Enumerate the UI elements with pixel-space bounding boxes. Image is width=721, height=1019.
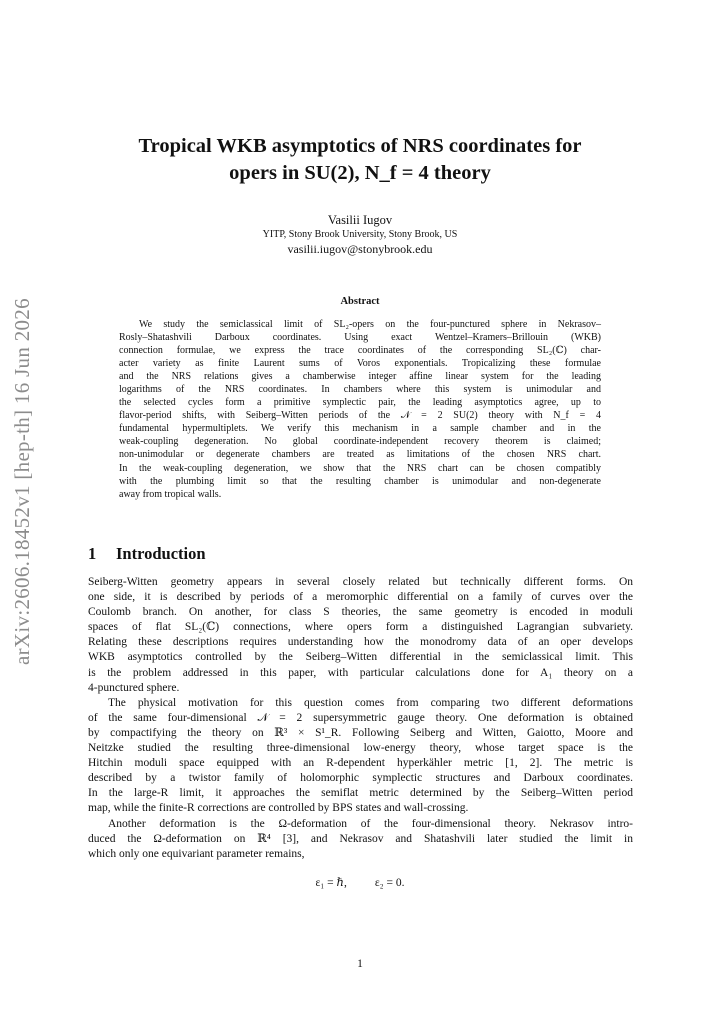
abstract-line: non-unimodular or degenerate chambers are treated as limitations of the chosen NRS chart. xyxy=(119,449,601,461)
body-line: of the same four-dimensional 𝒩 = 2 supersymmetric gauge theory. One deformation is obtained xyxy=(88,711,633,724)
body-line: described by a twistor family of holomorphic symplectic structures and Darboux coordinates. xyxy=(88,772,633,785)
body-line: spaces of flat SL₂(ℂ) connections, where opers form a distinguished Lagrangian subvariety. xyxy=(88,621,633,634)
body-line: Seiberg-Witten geometry appears in several closely related but technically different forms. On xyxy=(88,576,633,588)
body-line: is the problem addressed in this paper, with particular calculations done for A₁ theory on a xyxy=(88,666,633,679)
abstract-text xyxy=(119,318,601,501)
body-line: map, while the finite-R corrections are controlled by BPS states and wall-crossing. xyxy=(88,802,469,815)
abstract-line: We study the semiclassical limit of SL₂-opers on the four-punctured sphere in Nekrasov– xyxy=(139,319,601,330)
body-line: WKB asymptotics controlled by the Seiberg–Witten differential in the semiclassical limit. This xyxy=(88,651,633,664)
author-affiliation: YITP, Stony Brook University, Stony Brook, US xyxy=(262,229,458,240)
abstract-heading: Abstract xyxy=(340,296,380,307)
abstract-line: away from tropical walls. xyxy=(119,488,222,500)
body-line: Hitchin moduli space equipped with an R-dependent hyperkähler metric [1, 2]. The metric is xyxy=(88,757,633,770)
paper-title xyxy=(60,133,660,187)
body-line: Coulomb branch. On another, for class S theories, the same geometry is encoded in moduli xyxy=(88,606,633,619)
body-line: by compactifying the theory on ℝ³ × S¹_R. Following Seiberg and Witten, Gaiotto, Moore and xyxy=(88,726,633,739)
abstract-line: with the plumbing limit so that the resulting chamber is unimodular and non-degenerate xyxy=(119,475,601,487)
equation-right: ε₂ = 0. xyxy=(374,877,405,889)
author-name: Vasilii Iugov xyxy=(327,213,393,227)
body-line: duced the Ω-deformation on ℝ⁴ [3], and Nekrasov and Shatashvili later studied the limit in xyxy=(88,832,633,845)
author-email: vasilii.iugov@stonybrook.edu xyxy=(287,242,433,256)
body-text xyxy=(88,575,633,862)
abstract-line: acter variety as finite Laurent sums of Voros exponentials. Tropicalizing these formulae xyxy=(119,358,601,370)
arxiv-identifier: arXiv:2606.18452v1 [hep-th] 16 Jun 2026 xyxy=(10,298,34,665)
abstract-line: connection formulae, we express the trace coordinates of the corresponding SL₂(ℂ) char- xyxy=(119,345,601,357)
abstract-line: and the NRS relations gives a chamberwise integer affine linear system for the leading xyxy=(119,371,601,383)
abstract-line: In the weak-coupling degeneration, we show that the NRS chart can be chosen compatibly xyxy=(119,462,601,474)
abstract-line: the selected cycles form a primitive symplectic pair, the leading asymptotics agree, up to xyxy=(119,397,601,409)
body-line: Another deformation is the Ω-deformation of the four-dimensional theory. Nekrasov intro- xyxy=(108,817,633,830)
title-line: opers in SU(2), N_f = 4 theory xyxy=(229,162,491,184)
abstract-line: weak-coupling degeneration. No global coordinate-independent recovery theorem is claimed; xyxy=(119,436,601,448)
abstract-line: flavor-period shifts, with Seiberg–Witten periods of the 𝒩 = 2 SU(2) theory with N_f = 4 xyxy=(119,410,601,422)
body-line: 4-punctured sphere. xyxy=(88,681,180,694)
body-line: one side, it is described by periods of a meromorphic differential on a family of curves over the xyxy=(88,591,633,604)
abstract-line: Rosly–Shatashvili Darboux coordinates. Using exact Wentzel–Kramers–Brillouin (WKB) xyxy=(119,332,601,344)
abstract-line: logarithms of the NRS coordinates. In chambers where this system is unimodular and xyxy=(119,384,601,396)
title-line: Tropical WKB asymptotics of NRS coordinates for xyxy=(138,135,582,157)
equation-left: ε₁ = ℏ, xyxy=(315,877,347,889)
body-line: Neitzke studied the resulting three-dimensional low-energy theory, whose target space is the xyxy=(88,742,633,755)
body-line: Relating these descriptions requires understanding how the monodromy data of an oper develops xyxy=(88,636,633,649)
display-equation xyxy=(60,875,660,889)
page-number: 1 xyxy=(357,958,363,970)
body-line: which only one equivariant parameter remains, xyxy=(88,847,305,860)
body-line: In the large-R limit, it approaches the semiflat metric determined by the Seiberg–Witten period xyxy=(88,787,633,800)
section-heading xyxy=(88,544,206,564)
section-title: Introduction xyxy=(116,544,206,563)
section-number: 1 xyxy=(88,544,97,563)
abstract-line: fundamental hypermultiplets. We verify this mechanism in a sample chamber and in the xyxy=(119,423,601,435)
author-block xyxy=(60,212,660,257)
body-line: The physical motivation for this question comes from comparing two different deformations xyxy=(108,696,633,709)
